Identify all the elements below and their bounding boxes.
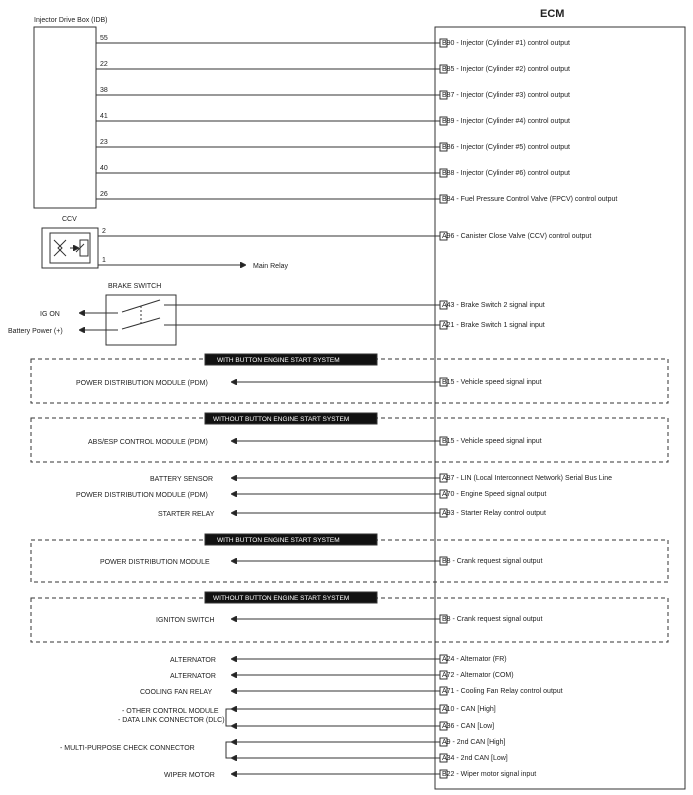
section-pin-label: B15 - Vehicle speed signal input [442, 379, 542, 386]
section-with-button-2 [31, 534, 668, 582]
section-header: WITHOUT BUTTON ENGINE START SYSTEM [213, 595, 350, 602]
brake-pin-a43: A43 - Brake Switch 2 signal input [442, 302, 545, 309]
ecm-pin-label: B86 - Injector (Cylinder #5) control output [442, 144, 571, 151]
idb-pin: 40 [100, 165, 108, 172]
main-relay-label: Main Relay [253, 263, 289, 270]
idb-row-6 [96, 165, 570, 177]
ecm-pin-label: B89 - Injector (Cylinder #4) control output [442, 118, 571, 125]
svg-text:A93 - Starter Relay control ou: A93 - Starter Relay control output [442, 510, 546, 517]
svg-text:A36 - CAN [Low]: A36 - CAN [Low] [442, 723, 495, 730]
ccv-pin-2: 2 [102, 228, 106, 235]
svg-text:B22 - Wiper motor signal input: B22 - Wiper motor signal input [442, 771, 537, 778]
idb-row-4 [96, 113, 570, 125]
ccv-pin-1: 1 [102, 257, 106, 264]
idb-pin: 38 [100, 87, 108, 94]
svg-text:A10 - CAN [High]: A10 - CAN [High] [442, 706, 496, 713]
ecm-pin-label: B85 - Injector (Cylinder #2) control output [442, 66, 571, 73]
section-without-button-2 [31, 592, 668, 642]
bottom-row-cooling-fan [140, 687, 563, 696]
ccv-ecm-pin: A96 - Canister Close Valve (CCV) control output [442, 233, 592, 240]
ecm-title: ECM [540, 8, 565, 20]
svg-text:ALTERNATOR: ALTERNATOR [170, 673, 216, 680]
can2-group [60, 738, 508, 762]
section-without-button-1 [31, 413, 668, 462]
brake-switch-title: BRAKE SWITCH [108, 283, 162, 290]
svg-text:WIPER MOTOR: WIPER MOTOR [164, 772, 215, 779]
idb-title: Injector Drive Box (IDB) [34, 17, 108, 24]
idb-row-5 [96, 139, 570, 151]
section-left-label: IGNITON SWITCH [156, 617, 215, 624]
ecm-pin-label: B84 - Fuel Pressure Control Valve (FPCV) control output [442, 196, 618, 203]
section-pin-label: B15 - Vehicle speed signal input [442, 438, 542, 445]
svg-text:A34 - 2nd CAN [Low]: A34 - 2nd CAN [Low] [442, 755, 508, 762]
section-pin-label: B8 - Crank request signal output [442, 616, 543, 623]
idb-pin: 22 [100, 61, 108, 68]
section-with-button-1 [31, 354, 668, 403]
mid-row-pdm [76, 490, 546, 499]
idb-row-1 [96, 35, 570, 47]
svg-text:BATTERY SENSOR: BATTERY SENSOR [150, 476, 214, 483]
svg-text:COOLING FAN RELAY: COOLING FAN RELAY [140, 689, 213, 696]
section-left-label: ABS/ESP CONTROL MODULE (PDM) [88, 439, 208, 446]
svg-text:STARTER RELAY: STARTER RELAY [158, 511, 215, 518]
section-left-label: POWER DISTRIBUTION MODULE [100, 559, 210, 566]
mid-row-starter-relay [158, 509, 546, 518]
svg-text:A70 - Engine Speed signal outp: A70 - Engine Speed signal output [442, 491, 547, 498]
svg-text:- DATA LINK CONNECTOR (DLC): - DATA LINK CONNECTOR (DLC) [118, 717, 225, 724]
idb-row-7 [96, 191, 617, 203]
idb-pin: 41 [100, 113, 108, 120]
section-left-label: POWER DISTRIBUTION MODULE (PDM) [76, 380, 208, 387]
idb-pin: 26 [100, 191, 108, 198]
wiper-row [164, 770, 536, 779]
ccv-symbol [42, 228, 98, 268]
ecm-pin-label: B90 - Injector (Cylinder #1) control output [442, 40, 571, 47]
idb-row-2 [96, 61, 570, 73]
battery-power-label: Battery Power (+) [8, 328, 63, 335]
ig-on-label: IG ON [40, 311, 60, 318]
ecm-pin-label: B88 - Injector (Cylinder #6) control output [442, 170, 571, 177]
section-header: WITHOUT BUTTON ENGINE START SYSTEM [213, 416, 350, 423]
section-header: WITH BUTTON ENGINE START SYSTEM [217, 357, 340, 364]
brake-switch-contacts [118, 300, 164, 332]
idb-pin: 55 [100, 35, 108, 42]
mid-row-battery-sensor [150, 474, 612, 483]
bottom-row-alternator-fr [170, 655, 507, 664]
section-header: WITH BUTTON ENGINE START SYSTEM [217, 537, 340, 544]
svg-text:A71 - Cooling Fan Relay contro: A71 - Cooling Fan Relay control output [442, 688, 563, 695]
svg-text:A87 - LIN (Local Interconnect: A87 - LIN (Local Interconnect Network) Serial Bus Line [442, 475, 613, 482]
section-pin-label: B8 - Crank request signal output [442, 558, 543, 565]
svg-text:A9 - 2nd CAN [High]: A9 - 2nd CAN [High] [442, 739, 506, 746]
svg-text:A72 - Alternator (COM): A72 - Alternator (COM) [442, 672, 514, 679]
brake-pin-a21: A21 - Brake Switch 1 signal input [442, 322, 545, 329]
idb-row-3 [96, 87, 570, 99]
svg-text:- MULTI-PURPOSE CHECK CONNECTO: - MULTI-PURPOSE CHECK CONNECTOR [60, 745, 195, 752]
svg-text:ALTERNATOR: ALTERNATOR [170, 657, 216, 664]
idb-pin: 23 [100, 139, 108, 146]
ccv-title: CCV [62, 216, 77, 223]
ecm-pin-label: B87 - Injector (Cylinder #3) control output [442, 92, 571, 99]
svg-text:POWER DISTRIBUTION MODULE (PDM: POWER DISTRIBUTION MODULE (PDM) [76, 492, 208, 499]
svg-text:A24 - Alternator (FR): A24 - Alternator (FR) [442, 656, 507, 663]
bottom-row-alternator-com [170, 671, 514, 680]
idb-box [34, 27, 96, 208]
can-group [118, 705, 496, 730]
svg-text:- OTHER CONTROL MODULE: - OTHER CONTROL MODULE [122, 708, 219, 715]
